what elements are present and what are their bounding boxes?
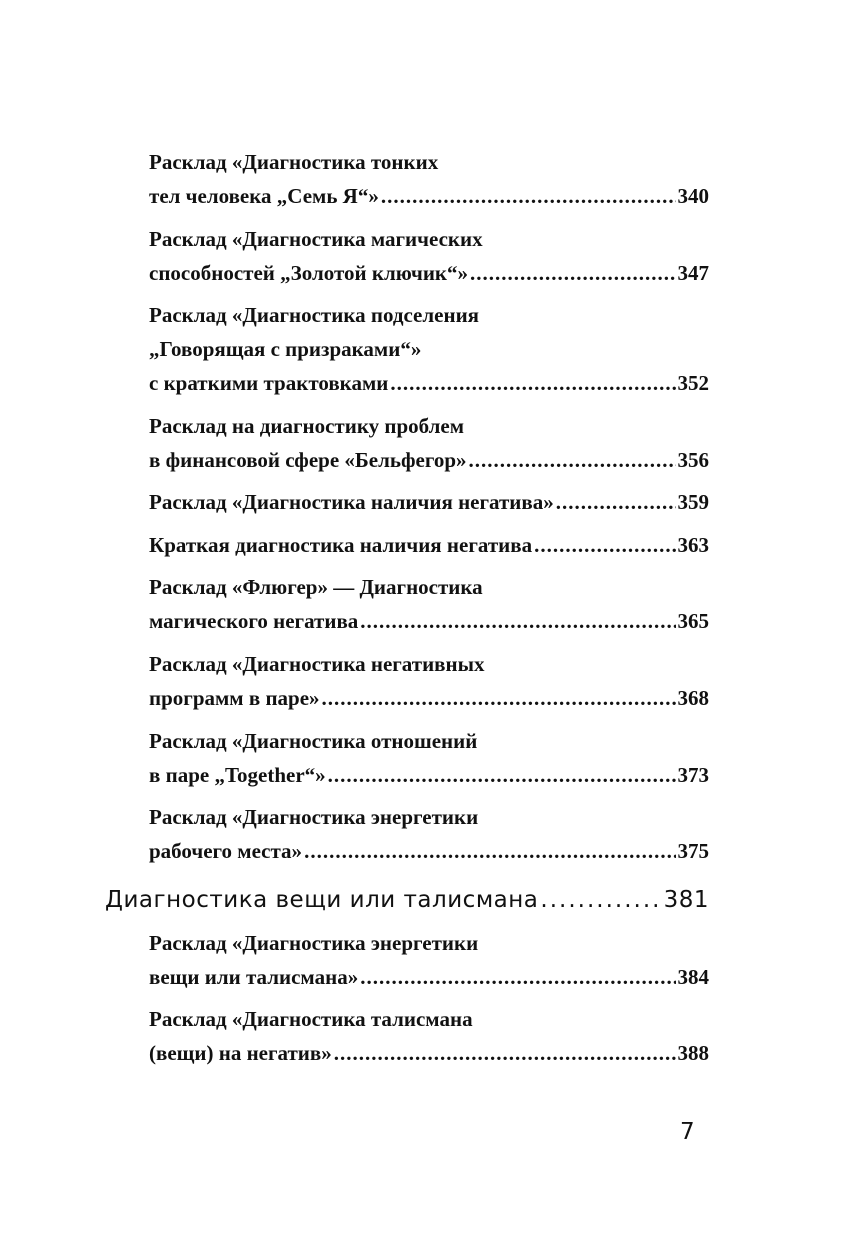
toc-entry-title-end: (вещи) на негатив» <box>149 1041 332 1065</box>
toc-entry-title-end: в финансовой сфере «Бельфегор» <box>149 448 467 472</box>
toc-entry-title-line: „Говорящая с призраками“» <box>149 337 422 361</box>
toc-entry-title-end: Расклад «Диагностика наличия негатива» <box>149 490 554 514</box>
toc-entry-title-line: Расклад «Диагностика тонких <box>149 150 439 174</box>
toc-entry[interactable] <box>149 1002 709 1070</box>
dot-leader <box>381 179 676 213</box>
toc-entry-title-line: Расклад «Диагностика негативных <box>149 652 485 676</box>
toc-entry-last-line <box>149 758 709 792</box>
toc-page-number: 356 <box>677 448 709 472</box>
toc-entry-title-line: Расклад «Диагностика подселения <box>149 303 480 327</box>
toc-entry-title-end: в паре „Together“» <box>149 763 326 787</box>
toc-entry-last-line <box>149 443 709 477</box>
dot-leader <box>360 960 675 994</box>
toc-entry-title-line: Расклад «Флюгер» — Диагностика <box>149 575 483 599</box>
toc-entry[interactable] <box>149 800 709 868</box>
toc-entry-title-end: с краткими трактовками <box>149 371 389 395</box>
toc-entry-title-line: Расклад «Диагностика талисмана <box>149 1007 473 1031</box>
toc-entry[interactable] <box>149 926 709 994</box>
toc-entry-title-end: способностей „Золотой ключик“» <box>149 261 469 285</box>
toc-entry-title-end: рабочего места» <box>149 839 303 863</box>
dot-leader <box>334 1036 676 1070</box>
toc-entry[interactable] <box>149 145 709 213</box>
toc-entry-title-end: магического негатива <box>149 609 359 633</box>
toc-page-number: 381 <box>663 887 709 913</box>
dot-leader <box>390 366 675 400</box>
toc-entry-last-line <box>149 1036 709 1070</box>
dot-leader <box>304 834 675 868</box>
toc-entry-title-line: Расклад на диагностику проблем <box>149 414 465 438</box>
toc-page-number: 347 <box>677 261 709 285</box>
toc-entry-last-line <box>149 681 709 715</box>
toc-entry-last-line <box>149 256 709 290</box>
toc-entry-last-line <box>149 960 709 994</box>
toc-entry-title-line: Расклад «Диагностика энергетики <box>149 805 479 829</box>
folio-page-number: 7 <box>680 1119 695 1145</box>
toc-entry[interactable] <box>149 570 709 638</box>
toc-page-number: 352 <box>677 371 709 395</box>
toc-entry-title-line: Расклад «Диагностика отношений <box>149 729 478 753</box>
dot-leader <box>556 485 676 519</box>
toc-entry-last-line <box>149 179 709 213</box>
toc-entry-title-end: вещи или талисмана» <box>149 965 359 989</box>
toc-entry-title-end: Краткая диагностика наличия негатива <box>149 533 533 557</box>
toc-entry-title-line: Расклад «Диагностика энергетики <box>149 931 479 955</box>
toc-page-number: 363 <box>677 533 709 557</box>
toc-entry-last-line <box>149 366 709 400</box>
toc-section-title: Диагностика вещи или талисмана <box>105 887 539 913</box>
toc-page-number: 368 <box>677 686 709 710</box>
toc-page-number: 365 <box>677 609 709 633</box>
toc-entry-title-line: Расклад «Диагностика магических <box>149 227 483 251</box>
toc-entry[interactable] <box>149 409 709 477</box>
toc-entry-title-end: тел человека „Семь Я“» <box>149 184 379 208</box>
toc-page-number: 384 <box>677 965 709 989</box>
toc-entry[interactable] <box>149 724 709 792</box>
dot-leader <box>469 443 676 477</box>
toc-section-line <box>105 882 709 918</box>
dot-leader <box>322 681 676 715</box>
toc-entry-last-line <box>149 834 709 868</box>
toc-section-heading[interactable] <box>105 882 709 918</box>
dot-leader <box>360 604 675 638</box>
toc-entry[interactable] <box>149 298 709 400</box>
toc-page-number: 340 <box>677 184 709 208</box>
toc-entry[interactable] <box>149 647 709 715</box>
toc-entry[interactable] <box>149 485 709 519</box>
dot-leader <box>534 528 675 562</box>
toc-page-number: 359 <box>677 490 709 514</box>
toc-page-number: 375 <box>677 839 709 863</box>
toc-entry-last-line <box>149 528 709 562</box>
toc-entry-title-end: программ в паре» <box>149 686 320 710</box>
toc-entry-last-line <box>149 604 709 638</box>
toc-entry-last-line <box>149 485 709 519</box>
dot-leader <box>540 882 661 918</box>
dot-leader <box>470 256 675 290</box>
toc-entry[interactable] <box>149 528 709 562</box>
toc-page-number: 373 <box>677 763 709 787</box>
toc-page-number: 388 <box>677 1041 709 1065</box>
dot-leader <box>328 758 676 792</box>
toc-entry[interactable] <box>149 222 709 290</box>
